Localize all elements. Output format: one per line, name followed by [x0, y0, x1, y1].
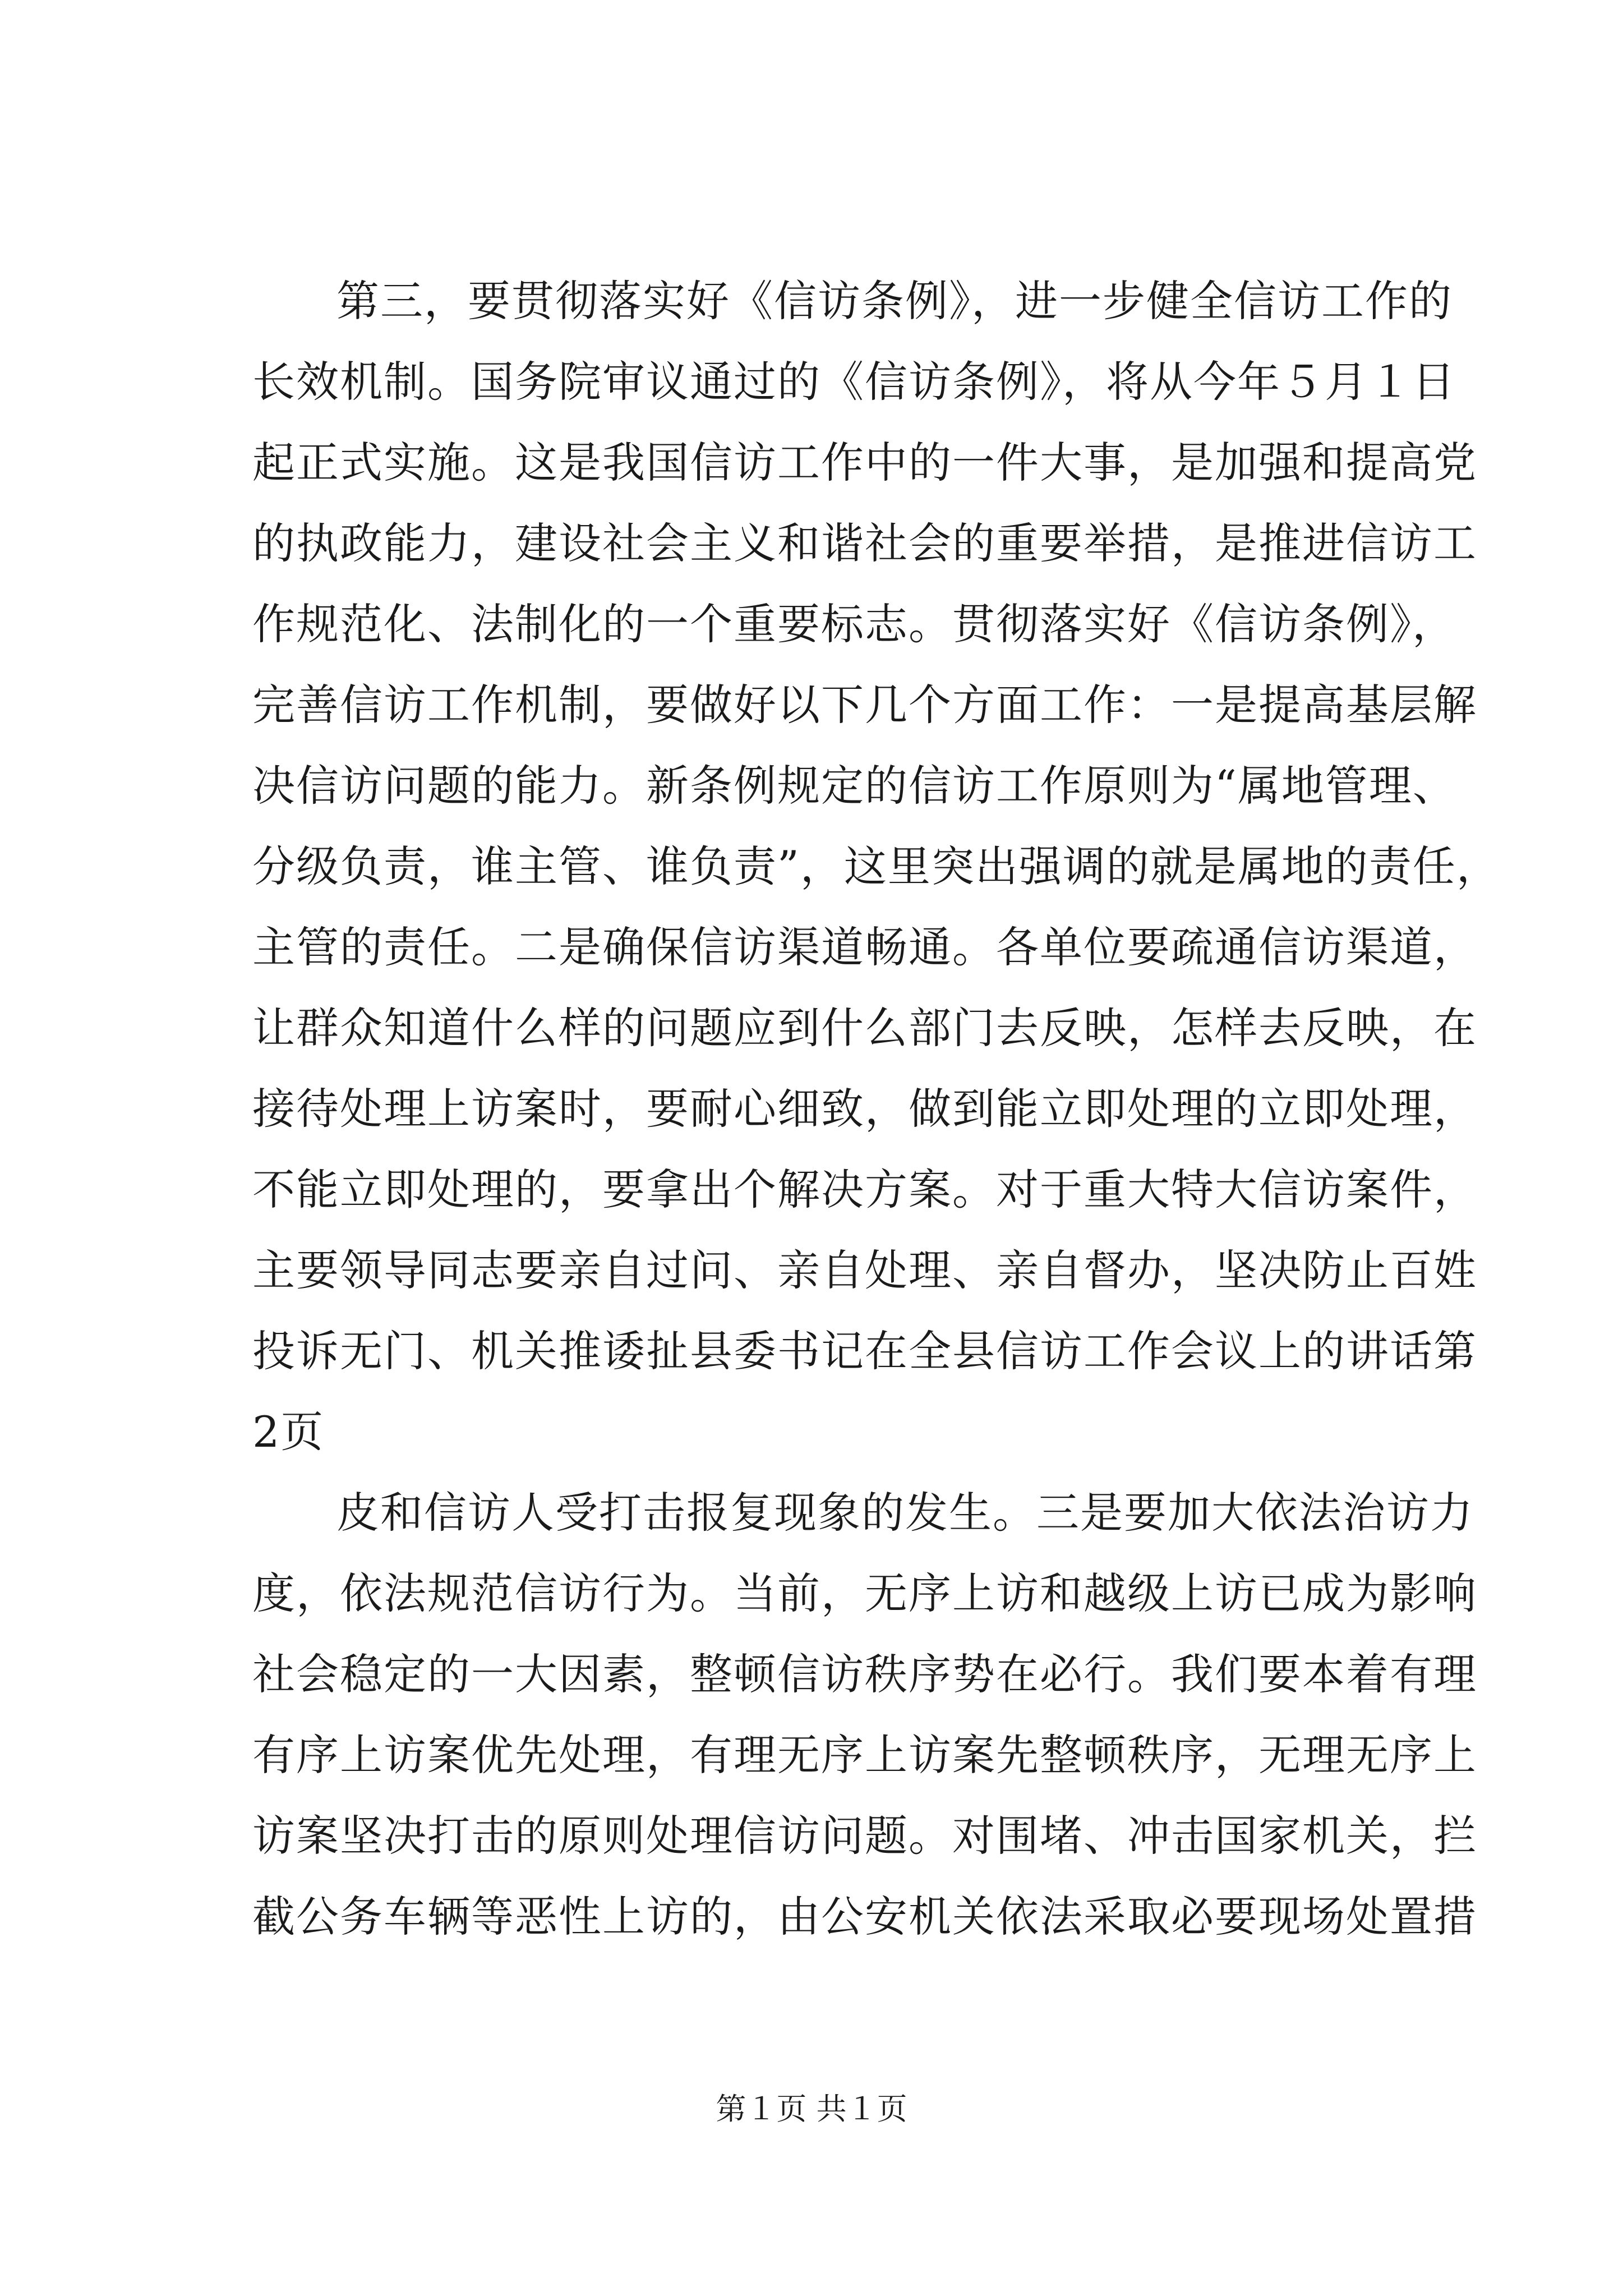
text-line-paragraph-start: 第三，要贯彻落实好《信访条例》，进一步健全信访工作的 — [336, 276, 1453, 326]
text-line: 不能立即处理的，要拿出个解决方案。对于重大特大信访案件， — [252, 1165, 1477, 1214]
text-line: 完善信访工作机制，要做好以下几个方面工作：一是提高基层解 — [252, 680, 1477, 730]
text-line: 接待处理上访案时，要耐心细致，做到能立即处理的立即处理， — [252, 1084, 1477, 1134]
text-line: 长效机制。国务院审议通过的《信访条例》，将从今年５月１日 — [252, 357, 1456, 407]
text-line: 让群众知道什么样的问题应到什么部门去反映，怎样去反映，在 — [252, 1003, 1477, 1053]
text-line-paragraph-start: 皮和信访人受打击报复现象的发生。三是要加大依法治访力 — [336, 1488, 1474, 1538]
text-line: 分级负责，谁主管、谁负责”，这里突出强调的就是属地的责任， — [252, 841, 1500, 891]
text-line: 主管的责任。二是确保信访渠道畅通。各单位要疏通信访渠道， — [252, 922, 1477, 972]
text-line: 截公务车辆等恶性上访的，由公安机关依法采取必要现场处置措 — [252, 1892, 1477, 1941]
text-line: 作规范化、法制化的一个重要标志。贯彻落实好《信访条例》， — [252, 599, 1456, 649]
body-text — [252, 261, 1500, 1957]
text-line: 决信访问题的能力。新条例规定的信访工作原则为“属地管理、 — [252, 761, 1456, 811]
page-footer: 第１页 共１页 — [716, 2091, 907, 2127]
text-line: 起正式实施。这是我国信访工作中的一件大事，是加强和提高党 — [252, 438, 1477, 487]
text-line: 主要领导同志要亲自过问、亲自处理、亲自督办，坚决防止百姓 — [252, 1245, 1477, 1295]
text-line: 度，依法规范信访行为。当前，无序上访和越级上访已成为影响 — [252, 1568, 1477, 1618]
text-line: 有序上访案优先处理，有理无序上访案先整顿秩序，无理无序上 — [252, 1730, 1477, 1780]
text-line: 的执政能力，建设社会主义和谐社会的重要举措，是推进信访工 — [252, 518, 1477, 568]
text-line: 投诉无门、机关推诿扯县委书记在全县信访工作会议上的讲话第 — [252, 1326, 1477, 1376]
text-line: 社会稳定的一大因素，整顿信访秩序势在必行。我们要本着有理 — [252, 1649, 1477, 1699]
text-line: 2页 — [252, 1407, 325, 1457]
text-line: 访案坚决打击的原则处理信访问题。对围堵、冲击国家机关，拦 — [252, 1811, 1477, 1861]
